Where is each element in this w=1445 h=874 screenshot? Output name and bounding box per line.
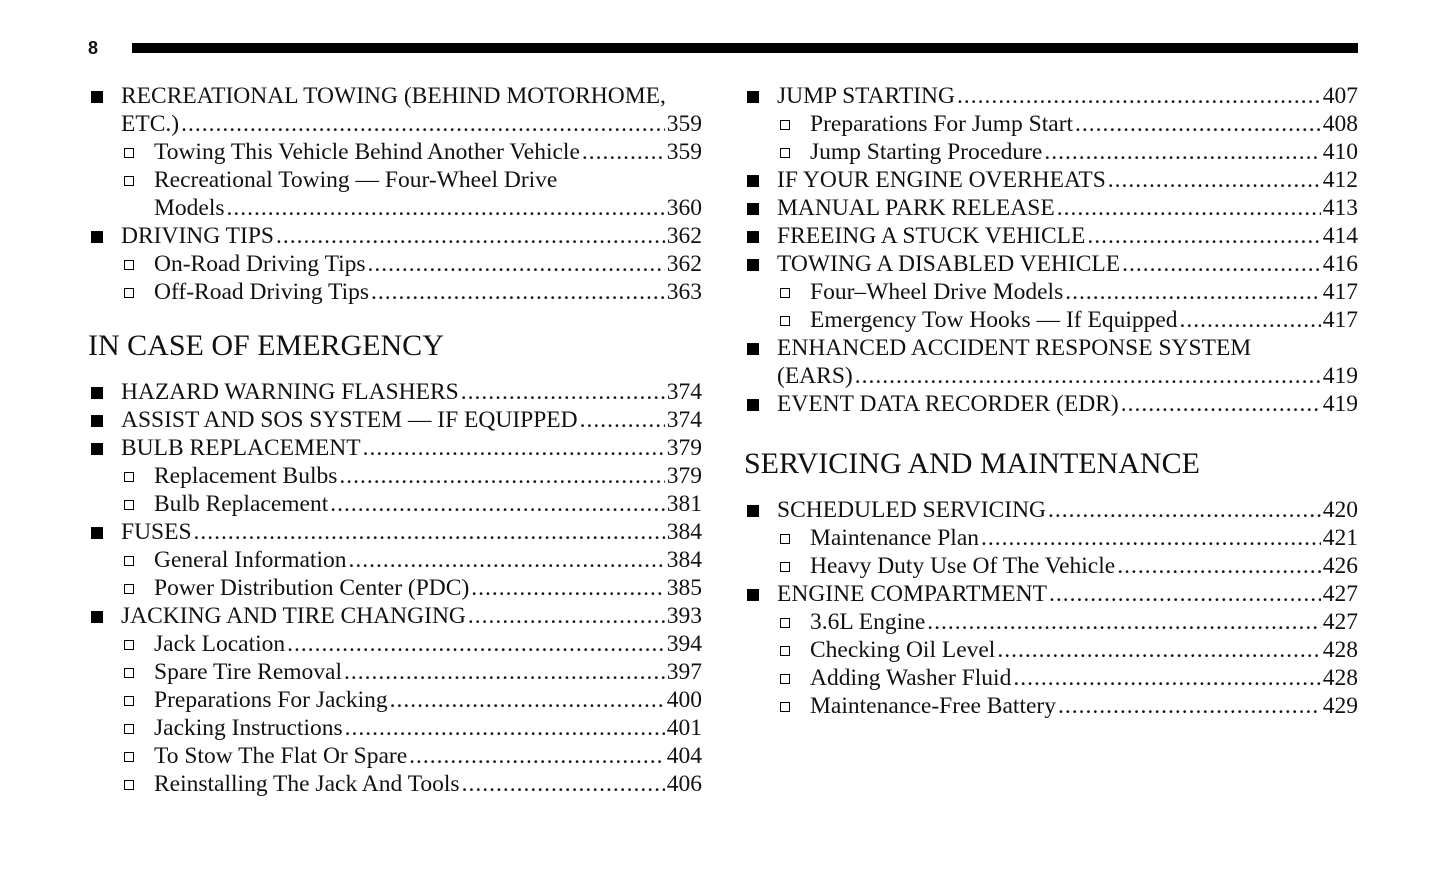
dot-leader bbox=[276, 222, 665, 250]
dot-leader bbox=[1044, 138, 1320, 166]
toc-page-number: 359 bbox=[666, 139, 702, 165]
hollow-square-bullet-icon bbox=[780, 562, 790, 572]
filled-square-bullet-icon bbox=[91, 415, 103, 427]
hollow-square-bullet-icon bbox=[780, 674, 790, 684]
dot-leader bbox=[1058, 692, 1321, 720]
filled-square-bullet-icon bbox=[747, 505, 759, 517]
toc-entry[interactable] bbox=[744, 194, 1358, 222]
toc-list bbox=[744, 496, 1358, 720]
toc-entry-title: Jacking Instructions bbox=[154, 715, 343, 741]
page-number: 8 bbox=[88, 38, 99, 58]
toc-entry-title: Bulb Replacement bbox=[154, 491, 329, 517]
dot-leader bbox=[1065, 278, 1321, 306]
toc-entry[interactable] bbox=[88, 462, 702, 490]
toc-page-number: 360 bbox=[666, 195, 702, 221]
toc-entry[interactable] bbox=[744, 664, 1358, 692]
toc-entry-title: FUSES bbox=[121, 519, 192, 545]
toc-entry-title: Replacement Bulbs bbox=[154, 463, 338, 489]
hollow-square-bullet-icon bbox=[124, 724, 134, 734]
dot-leader bbox=[471, 574, 664, 602]
dot-leader bbox=[461, 378, 665, 406]
toc-entry[interactable] bbox=[744, 334, 1358, 390]
dot-leader bbox=[227, 194, 665, 222]
dot-leader bbox=[1048, 496, 1321, 524]
toc-page-number: 419 bbox=[1322, 391, 1358, 417]
toc-entry-title: Heavy Duty Use Of The Vehicle bbox=[810, 553, 1116, 579]
toc-page-number: 359 bbox=[666, 111, 702, 137]
dot-leader bbox=[368, 250, 665, 278]
hollow-square-bullet-icon bbox=[124, 696, 134, 706]
toc-entry-title: Spare Tire Removal bbox=[154, 659, 342, 685]
hollow-square-bullet-icon bbox=[124, 288, 134, 298]
hollow-square-bullet-icon bbox=[124, 668, 134, 678]
dot-leader bbox=[1075, 110, 1321, 138]
filled-square-bullet-icon bbox=[91, 527, 103, 539]
toc-entry[interactable] bbox=[88, 686, 702, 714]
toc-list bbox=[88, 82, 702, 306]
filled-square-bullet-icon bbox=[747, 259, 759, 271]
toc-entry[interactable] bbox=[744, 222, 1358, 250]
toc-entry-title: Off-Road Driving Tips bbox=[154, 279, 370, 305]
filled-square-bullet-icon bbox=[747, 399, 759, 411]
toc-entry[interactable] bbox=[88, 278, 702, 306]
toc-page-number: 419 bbox=[1322, 363, 1358, 389]
dot-leader bbox=[390, 686, 665, 714]
toc-entry[interactable] bbox=[88, 250, 702, 278]
toc-entry-title: BULB REPLACEMENT bbox=[121, 435, 361, 461]
toc-page-number: 427 bbox=[1322, 581, 1358, 607]
toc-entry[interactable] bbox=[744, 496, 1358, 524]
dot-leader bbox=[349, 546, 665, 574]
toc-entry[interactable] bbox=[88, 166, 702, 222]
filled-square-bullet-icon bbox=[91, 443, 103, 455]
toc-entry-title: Preparations For Jacking bbox=[154, 687, 388, 713]
hollow-square-bullet-icon bbox=[124, 176, 134, 186]
toc-page-number: 420 bbox=[1322, 497, 1358, 523]
hollow-square-bullet-icon bbox=[124, 472, 134, 482]
dot-leader bbox=[1108, 166, 1321, 194]
toc-entry[interactable] bbox=[744, 580, 1358, 608]
hollow-square-bullet-icon bbox=[780, 316, 790, 326]
toc-entry[interactable] bbox=[88, 658, 702, 686]
toc-entry[interactable] bbox=[88, 222, 702, 250]
dot-leader bbox=[927, 608, 1320, 636]
hollow-square-bullet-icon bbox=[124, 584, 134, 594]
toc-entry-title-line: Recreational Towing — Four-Wheel Drive bbox=[154, 167, 558, 193]
filled-square-bullet-icon bbox=[91, 231, 103, 243]
hollow-square-bullet-icon bbox=[124, 752, 134, 762]
toc-page-number: 416 bbox=[1322, 251, 1358, 277]
hollow-square-bullet-icon bbox=[124, 500, 134, 510]
filled-square-bullet-icon bbox=[91, 91, 103, 103]
toc-entry[interactable] bbox=[88, 770, 702, 798]
toc-entry[interactable] bbox=[88, 138, 702, 166]
hollow-square-bullet-icon bbox=[780, 702, 790, 712]
hollow-square-bullet-icon bbox=[780, 534, 790, 544]
toc-page-number: 384 bbox=[666, 519, 702, 545]
toc-entry-title: Reinstalling The Jack And Tools bbox=[154, 771, 460, 797]
hollow-square-bullet-icon bbox=[124, 780, 134, 790]
toc-entry-title: (EARS) bbox=[777, 363, 853, 389]
dot-leader bbox=[181, 110, 665, 138]
filled-square-bullet-icon bbox=[91, 387, 103, 399]
toc-entry-title: Emergency Tow Hooks — If Equipped bbox=[810, 307, 1178, 333]
dot-leader bbox=[409, 742, 665, 770]
filled-square-bullet-icon bbox=[747, 343, 759, 355]
toc-entry[interactable] bbox=[744, 692, 1358, 720]
toc-page-number: 407 bbox=[1322, 83, 1358, 109]
toc-entry[interactable] bbox=[744, 250, 1358, 278]
toc-entry[interactable] bbox=[88, 546, 702, 574]
toc-entry[interactable] bbox=[744, 166, 1358, 194]
toc-entry-title: 3.6L Engine bbox=[810, 609, 926, 635]
toc-page-number: 363 bbox=[666, 279, 702, 305]
filled-square-bullet-icon bbox=[747, 589, 759, 601]
toc-left-column bbox=[88, 82, 702, 798]
toc-entry[interactable] bbox=[88, 490, 702, 518]
dot-leader bbox=[1122, 250, 1321, 278]
toc-entry-title: DRIVING TIPS bbox=[121, 223, 274, 249]
toc-entry[interactable] bbox=[88, 602, 702, 630]
filled-square-bullet-icon bbox=[747, 175, 759, 187]
toc-entry[interactable] bbox=[744, 306, 1358, 334]
toc-entry[interactable] bbox=[744, 278, 1358, 306]
toc-entry-title: Checking Oil Level bbox=[810, 637, 996, 663]
toc-entry-title: Power Distribution Center (PDC) bbox=[154, 575, 470, 601]
dot-leader bbox=[344, 658, 665, 686]
toc-page-number: 428 bbox=[1322, 637, 1358, 663]
toc-entry-title: Maintenance Plan bbox=[810, 525, 980, 551]
toc-entry[interactable] bbox=[88, 714, 702, 742]
dot-leader bbox=[287, 630, 665, 658]
toc-page-number: 362 bbox=[666, 251, 702, 277]
toc-entry-title: Jack Location bbox=[154, 631, 286, 657]
toc-page-number: 412 bbox=[1322, 167, 1358, 193]
toc-entry-title: Maintenance-Free Battery bbox=[810, 693, 1056, 719]
toc-entry-title: Adding Washer Fluid bbox=[810, 665, 1012, 691]
toc-page-number: 379 bbox=[666, 463, 702, 489]
toc-entry-title: FREEING A STUCK VEHICLE bbox=[777, 223, 1086, 249]
toc-entry[interactable] bbox=[744, 110, 1358, 138]
toc-page-number: 397 bbox=[666, 659, 702, 685]
dot-leader bbox=[997, 636, 1320, 664]
toc-page-number: 385 bbox=[666, 575, 702, 601]
toc-page-number: 429 bbox=[1322, 693, 1358, 719]
toc-page-number: 374 bbox=[666, 379, 702, 405]
toc-entry[interactable] bbox=[88, 630, 702, 658]
toc-page-number: 408 bbox=[1322, 111, 1358, 137]
toc-entry-title: ENGINE COMPARTMENT bbox=[777, 581, 1047, 607]
toc-entry-title: SCHEDULED SERVICING bbox=[777, 497, 1047, 523]
toc-entry[interactable] bbox=[744, 552, 1358, 580]
dot-leader bbox=[330, 490, 665, 518]
toc-entry[interactable] bbox=[88, 434, 702, 462]
toc-entry-title: MANUAL PARK RELEASE bbox=[777, 195, 1055, 221]
toc-entry[interactable] bbox=[88, 82, 702, 138]
toc-page-number: 406 bbox=[666, 771, 702, 797]
dot-leader bbox=[1049, 580, 1321, 608]
toc-entry-title-line: ENHANCED ACCIDENT RESPONSE SYSTEM bbox=[777, 335, 1252, 361]
dot-leader bbox=[363, 434, 665, 462]
toc-page-number: 414 bbox=[1322, 223, 1358, 249]
toc-entry-title: JUMP STARTING bbox=[777, 83, 955, 109]
hollow-square-bullet-icon bbox=[124, 260, 134, 270]
hollow-square-bullet-icon bbox=[780, 618, 790, 628]
hollow-square-bullet-icon bbox=[124, 640, 134, 650]
toc-entry[interactable] bbox=[744, 608, 1358, 636]
toc-list bbox=[744, 82, 1358, 418]
header-rule bbox=[132, 43, 1358, 53]
section-title: IN CASE OF EMERGENCY bbox=[88, 329, 444, 362]
toc-entry-title: Towing This Vehicle Behind Another Vehicle bbox=[154, 139, 580, 165]
dot-leader bbox=[462, 770, 665, 798]
dot-leader bbox=[1117, 552, 1321, 580]
dot-leader bbox=[957, 82, 1321, 110]
filled-square-bullet-icon bbox=[747, 203, 759, 215]
toc-page-number: 428 bbox=[1322, 665, 1358, 691]
toc-entry-title: On-Road Driving Tips bbox=[154, 251, 366, 277]
toc-page-number: 401 bbox=[666, 715, 702, 741]
hollow-square-bullet-icon bbox=[780, 646, 790, 656]
toc-entry-title: IF YOUR ENGINE OVERHEATS bbox=[777, 167, 1106, 193]
hollow-square-bullet-icon bbox=[780, 288, 790, 298]
toc-page-number: 379 bbox=[666, 435, 702, 461]
toc-entry-title: Preparations For Jump Start bbox=[810, 111, 1074, 137]
toc-entry-title: Four–Wheel Drive Models bbox=[810, 279, 1064, 305]
dot-leader bbox=[345, 714, 665, 742]
toc-entry-title: JACKING AND TIRE CHANGING bbox=[121, 603, 466, 629]
dot-leader bbox=[1087, 222, 1320, 250]
toc-entry[interactable] bbox=[744, 636, 1358, 664]
dot-leader bbox=[1121, 390, 1321, 418]
toc-entry-title: HAZARD WARNING FLASHERS bbox=[121, 379, 459, 405]
toc-entry[interactable] bbox=[88, 742, 702, 770]
toc-entry[interactable] bbox=[88, 574, 702, 602]
toc-page-number: 381 bbox=[666, 491, 702, 517]
toc-list bbox=[88, 378, 702, 798]
hollow-square-bullet-icon bbox=[780, 120, 790, 130]
toc-page-number: 394 bbox=[666, 631, 702, 657]
toc-entry[interactable] bbox=[744, 390, 1358, 418]
dot-leader bbox=[855, 362, 1321, 390]
toc-page-number: 417 bbox=[1322, 279, 1358, 305]
toc-entry[interactable] bbox=[744, 82, 1358, 110]
toc-page-number: 417 bbox=[1322, 307, 1358, 333]
section-title: SERVICING AND MAINTENANCE bbox=[744, 447, 1200, 480]
hollow-square-bullet-icon bbox=[124, 148, 134, 158]
dot-leader bbox=[1013, 664, 1320, 692]
filled-square-bullet-icon bbox=[747, 91, 759, 103]
toc-entry-title: Jump Starting Procedure bbox=[810, 139, 1043, 165]
dot-leader bbox=[981, 524, 1321, 552]
toc-entry-title: TOWING A DISABLED VEHICLE bbox=[777, 251, 1121, 277]
toc-right-column bbox=[744, 82, 1358, 720]
toc-entry-title: Models bbox=[154, 195, 225, 221]
dot-leader bbox=[580, 406, 665, 434]
dot-leader bbox=[1057, 194, 1321, 222]
dot-leader bbox=[468, 602, 665, 630]
hollow-square-bullet-icon bbox=[780, 148, 790, 158]
toc-page-number: 410 bbox=[1322, 139, 1358, 165]
toc-page-number: 413 bbox=[1322, 195, 1358, 221]
dot-leader bbox=[582, 138, 665, 166]
toc-page-number: 421 bbox=[1322, 525, 1358, 551]
dot-leader bbox=[1180, 306, 1321, 334]
toc-page-number: 426 bbox=[1322, 553, 1358, 579]
toc-entry[interactable] bbox=[88, 518, 702, 546]
toc-page-number: 393 bbox=[666, 603, 702, 629]
toc-entry-title-line: RECREATIONAL TOWING (BEHIND MOTORHOME, bbox=[121, 83, 666, 109]
filled-square-bullet-icon bbox=[747, 231, 759, 243]
toc-entry-title: General Information bbox=[154, 547, 347, 573]
dot-leader bbox=[194, 518, 665, 546]
toc-page-number: 362 bbox=[666, 223, 702, 249]
toc-entry-title: EVENT DATA RECORDER (EDR) bbox=[777, 391, 1119, 417]
toc-page-number: 384 bbox=[666, 547, 702, 573]
toc-entry-title: ETC.) bbox=[121, 111, 180, 137]
toc-entry[interactable] bbox=[88, 406, 702, 434]
dot-leader bbox=[339, 462, 664, 490]
filled-square-bullet-icon bbox=[91, 611, 103, 623]
toc-page-number: 400 bbox=[666, 687, 702, 713]
dot-leader bbox=[371, 278, 665, 306]
toc-page-number: 374 bbox=[666, 407, 702, 433]
toc-entry-title: ASSIST AND SOS SYSTEM — IF EQUIPPED bbox=[121, 407, 578, 433]
toc-page-number: 427 bbox=[1322, 609, 1358, 635]
toc-entry[interactable] bbox=[88, 378, 702, 406]
hollow-square-bullet-icon bbox=[124, 556, 134, 566]
toc-entry-title: To Stow The Flat Or Spare bbox=[154, 743, 408, 769]
toc-entry[interactable] bbox=[744, 138, 1358, 166]
toc-page-number: 404 bbox=[666, 743, 702, 769]
toc-entry[interactable] bbox=[744, 524, 1358, 552]
